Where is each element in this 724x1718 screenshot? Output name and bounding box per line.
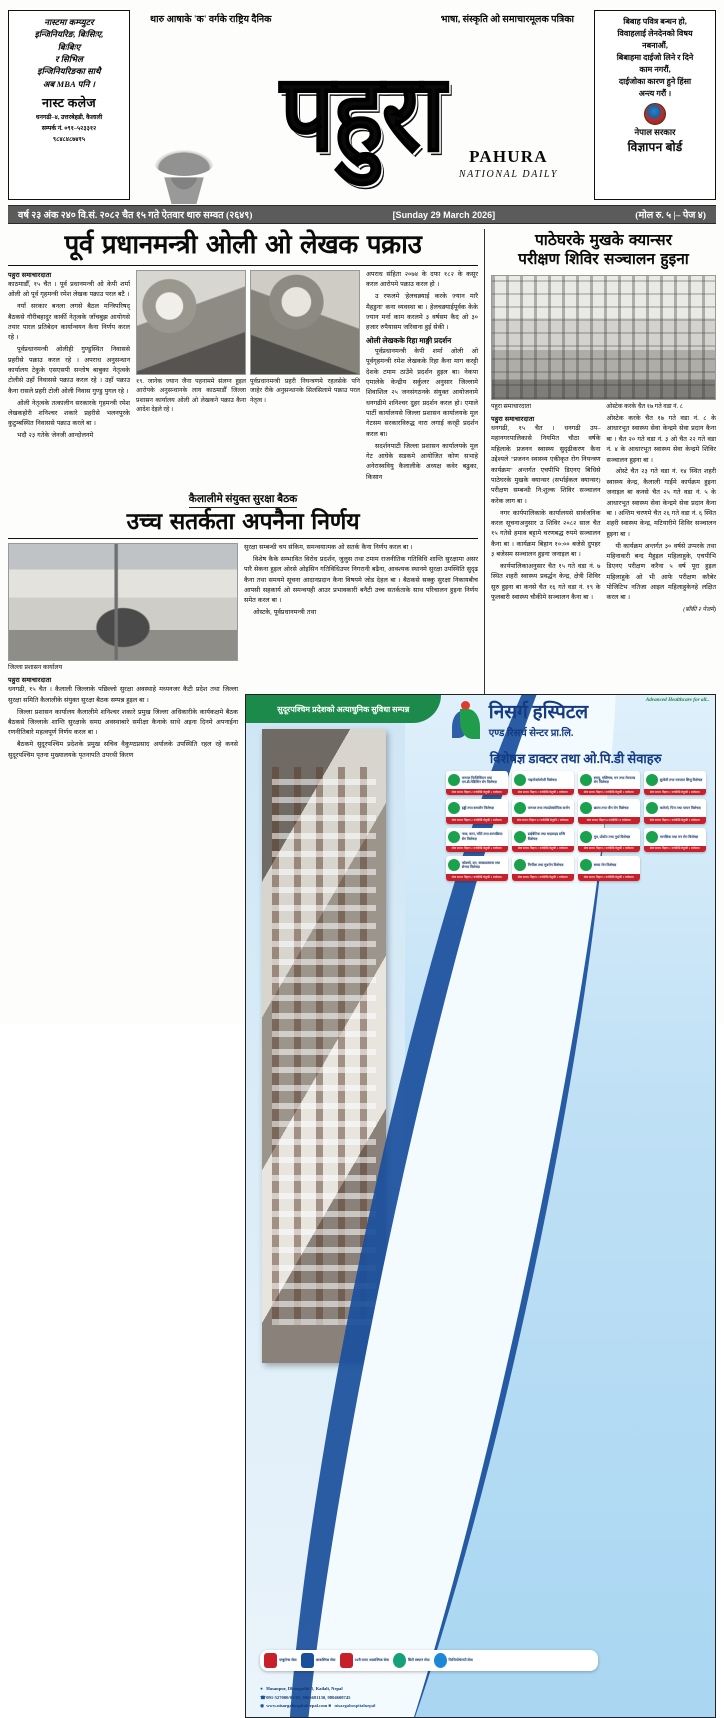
service-hours: सेवा समय: बिहान ८ बजेदेखि बेलुकी ८ बजेसम्म: [644, 789, 706, 795]
lead-c3-after-0: पूर्वप्रधानमन्त्री केपी शर्मा ओली ओ पूर्वगृहमन्त्री रमेश लेखकके रिहा कैना माग करट्टी देशके टमाम ठाउँमे प्रदर्शन हुइल बा। नेकपा एमालेके केन्द्रीय सर्कुलर अनुसार जिल्लामे शिवाशिल २५ जनसंगठनके संयुक्त आयोजनामे धनगढीमे शनिश्चर दुहर प्रदर्शन करल हो। एमाले पार्टी कार्यालयसे जिल्ला प्रशासन कार्यालयके मूल गेटसम सरकारविरुद्ध नारा लगाई करट्टी प्रदर्शन करल बा।: [366, 347, 478, 438]
baby-icon: [646, 774, 658, 786]
right-ad-line-4: काम नगरौं,: [639, 65, 671, 74]
location-pin-icon: ●: [260, 1685, 263, 1691]
lead-c3-after-1: सदर्शनपाटी जिल्ला प्रशासन कार्यालयके मूल गेट आघेके सडकमे आयोजित कोण सभाहे अनेरास्ववियु कैलालीके अध्यक्ष कवेर बढुका, किसान: [366, 442, 478, 481]
right-endnote: (बाँकी २ पेजमे): [683, 607, 716, 614]
right-photo-captions: [491, 400, 716, 411]
facebook-icon: ■: [328, 1703, 332, 1709]
right-ad-line-2: नबनाऔं,: [642, 41, 668, 50]
photo-block-lekhak: [250, 270, 360, 414]
service-title: जनरल फिजिसियन तथा एम.डी.मेडिसिन रोग विशेषज्ञ: [461, 775, 497, 784]
service-card[interactable]: [446, 771, 508, 795]
service-hours: सेवा समय: बिहान ८ बजेदेखि बेलुकी ८ बजेसम्म: [578, 874, 640, 880]
service-card[interactable]: [578, 771, 640, 795]
left-ad-line-1: इन्जिनियरिङ, बिःसिःए,: [34, 29, 104, 40]
right-story-columns: [491, 414, 716, 613]
ad-web-row: [260, 1702, 598, 1711]
second-para-1: जिल्ला प्रशासन कार्यालय कैलालीमे शनिश्चर शकारे प्रमुख जिल्ला अधिकारीके कार्यकक्षमे बैठक बैठकसे जिल्लाके शान्ति सुरक्षाके समग्र अवस्थाबारे समीक्षा कैनाके साथे अइना दिनमे अपनाईना रणनीतिबारे महत्वपूर्ण निर्णय करल बा ।: [8, 708, 238, 737]
newspaper-logo: पहुरा: [280, 49, 444, 176]
service-card-top: [512, 771, 574, 789]
service-title: मानसिक तथा मन रोग विशेषज्ञ: [659, 834, 699, 839]
gynecology-icon: [514, 774, 526, 786]
right-ad-line-5: दाईजोका कारण हुने हिंसा: [618, 77, 692, 86]
second-para-5: ओस्टके, पूर्वप्रधानमन्त्री तथा: [253, 609, 317, 617]
ad-address: Hasanpur, Dhangadhi-5, Kailali, Nepal: [266, 1685, 343, 1691]
second-kicker-wrap: [8, 489, 478, 508]
badge-ctscan[interactable]: [393, 1653, 430, 1668]
ad-badge-row: [260, 1650, 598, 1671]
right-ad-line-1: विवाहलाई लेनदेनको विषय: [617, 29, 693, 38]
badge-label: आकस्मिक सेवा: [315, 1658, 336, 1663]
second-para-4: विशेष कैके सम्भावित विरोध प्रदर्शन, जुलुस तथा टमाम राजनीतिक गतिविधि शान्ति सुरक्षामा असर पारै सेकना हुइल ओरसे ओइसिन गतिविधिउपर निगरानी बढैना, आवश्यक स्थानमे सुरक्षा उपस्थिति सुदृढ कैना तथा समयमे सूचना आदानप्रदान कैना विषयमे जोड देहल बा । बैठकसे सक्कु सुरक्षा निकायबीच आपसी सहकार्य ओ समन्वयही आउर प्रभावकारी बनैटी उच्च सतर्कताके साथ परिचालन हुइना निर्णय समेत करल बा ।: [244, 555, 478, 605]
right-para-2: कार्यपालिकाअनुसार चैत १५ गते वडा नं. ७ स्थित शहरी स्वास्थ्य प्रवर्द्धन केन्द्र, क्षेत्री शिविर सुरु हुइना बा कनसे चैत १६ गते वडा नं. १९ के फूलबारी स्वास्थ्य चौकीमे सञ्चालन कैना बा ।: [491, 562, 601, 602]
masthead-right-ad[interactable]: [594, 10, 716, 200]
surgery-icon: [514, 802, 526, 814]
lead-subhead: ओली लेखकके रिहा माङ्गी प्रदर्शन: [366, 335, 452, 345]
badge-emergency[interactable]: [301, 1653, 336, 1668]
ambulance-icon: [264, 1653, 277, 1668]
lead-para-0: काठमाडौँ, १५ चैत । पूर्व प्रधानमन्त्री ओ केपी शर्मा ओली ओ पूर्व गृहमन्त्री रमेश लेखक पक्राउ परल बटै ।: [8, 281, 130, 299]
lead-para-2: पूर्वप्रधानमन्त्री ओलीही गुण्डुस्थित निवाससे प्रहरीसे पक्राउ करल रहे । अपराध अनुसन्धान कार्यालय टेकुके एसएसपी सन्तोष बाबुका नेतृत्वके टोलीसे उहाँ निवाससे पक्राउ करल रहे । उहाँ पक्राउ कैना रासले प्रहरी टोली ओली निवास गुण्डु पुगल रहे ।: [8, 346, 130, 395]
badge-label: फिजियोथेरापी सेवा: [448, 1658, 473, 1663]
ad-website[interactable]: www.nisargahospitalnepal.com: [266, 1703, 328, 1709]
urology-icon: [514, 859, 526, 871]
lead-byline: पहुरा समाचारदाता: [8, 272, 52, 280]
second-para-0: धनगढी, १५ चैत । कैलाली जिल्लाके पछिल्लो सुरक्षा अवस्थाहे मध्यनजर कैटी प्रदेश तथा जिल्ला सुरक्षा समिति कैलालीके संयुक्त सुरक्षा बैठक सम्पन्न हुइल बा ।: [8, 686, 238, 704]
ct-scan-icon: [393, 1653, 406, 1668]
ad-logo-row: [449, 701, 703, 741]
second-para-3: सुरक्षा सम्बन्धी चप संकिम, समन्वयात्मक ओ सतर्क कैना निर्णय करल बा ।: [244, 544, 413, 552]
latin-nameplate: [459, 147, 558, 180]
right-headline-line-1: पाठेघरके मुखके क्यान्सर: [535, 230, 672, 249]
left-ad-mobile: ९८४८४८७४१५: [52, 136, 86, 144]
service-card-top: [578, 856, 640, 874]
date-english: [Sunday 29 March 2026]: [392, 209, 496, 220]
service-title: फोक्सो, दम, स्वासप्रस्वास तथा सेन्सर विशेषज्ञ: [461, 860, 501, 870]
phone-icon: ☎: [260, 1694, 266, 1700]
left-ad-line-0: नास्टमा कम्प्युटर: [44, 17, 94, 27]
mental-health-icon: [646, 831, 658, 843]
ad-hospital-name: निसर्ग हस्पिटल: [488, 702, 589, 723]
tagline-left: थारु आषाके 'क' वर्गके राष्ट्रिय दैनिक: [150, 15, 272, 25]
photo-district-office: [8, 543, 238, 661]
ad-address-row: [260, 1685, 598, 1694]
gov-line-2: विज्ञापन बोर्ड: [627, 140, 683, 154]
lung-icon: [448, 859, 460, 871]
service-card-top: [578, 799, 640, 817]
service-card[interactable]: [512, 828, 574, 852]
service-card-top: [512, 856, 574, 874]
lead-c3-para-1: उ रफलमे 'हेलचक्र्याई करके ज्यान मारै मैहडुना' कना व्यवस्था बा । हेलचक्र्याईपूर्वक केके ज्यान मर्ना काम करलमे ३ वर्षसम कैद ओ ३० हजार रुपैयासम जरिवाना हुई सेकी ।: [366, 293, 478, 332]
right-col-1: [491, 414, 601, 613]
nepal-emblem-icon: [644, 103, 666, 125]
lead-story-columns: [8, 270, 478, 485]
service-card[interactable]: [446, 856, 508, 880]
service-title: नाक, कान, घाँटी तथा शल्यक्रिया रोग विशेषज्ञ: [461, 832, 503, 841]
badge-physio[interactable]: [434, 1653, 473, 1668]
gov-line-1: नेपाल सरकार: [634, 127, 676, 137]
service-card[interactable]: [512, 856, 574, 880]
service-title: हड्डी तथा बाथरोग विशेषज्ञ: [461, 806, 494, 811]
service-hours: सेवा समय: बिहान ८ बजेदेखि बेलुकी ८ बजेसम्म: [644, 846, 706, 852]
right-headline-line-2: परीक्षण शिविर सञ्चालन हुइना: [518, 249, 689, 269]
service-hours: सेवा समय: बिहान ८ बजेदेखि बेलुकी ८ बजेसम्म: [446, 846, 508, 852]
service-hours: सेवा समय: बिहान ८ बजेदेखि बेलुकी ८ बजेसम्म: [446, 874, 508, 880]
service-card[interactable]: [644, 771, 706, 795]
service-title: गाइनोकोलोजी विशेषज्ञ: [527, 777, 557, 782]
service-card-top: [446, 799, 508, 817]
thyroid-icon: [514, 831, 526, 843]
second-kicker: कैलालीमे संयुक्त सुरक्षा बैठक: [189, 492, 298, 508]
skin-icon: [580, 802, 592, 814]
lead-para-1: नयाँ सरकार बनला लगसे बैठल मन्त्रिपरिषद् बैठकसे गौरीबहादुर कार्की नेतृत्वके जाँचबुझ आयोगसे तयार पारल प्रतिबेदन कार्यान्वयन कैना निर्णय करल रहे ।: [8, 303, 130, 342]
right-para-3: ओस्टेक करके चैत १७ गते वडा नं. ८ के आधारभूत स्वास्थ्य सेवा केन्द्रमे सेवा प्रदान कैना बा । चैत २० गते वडा नं. ३ ओ चैत २२ गते वडा नं. ४ के आधारभूत स्वास्थ्य सेवा केन्द्रमे शिविर सञ्चालन हुइना बा ।: [606, 415, 716, 464]
service-hours: सेवा समय: बिहान ८ बजेदेखि बेलुकी ८ बजेसम्म: [644, 817, 706, 823]
service-card[interactable]: [446, 799, 508, 823]
service-hours: सेवा समय: बिहान ८ बजेदेखि बेलुकी ८ बजेसम्म: [446, 817, 508, 823]
service-card[interactable]: [578, 799, 640, 823]
logo-wrap: [136, 25, 588, 200]
ad-english-tagline: Advanced Healthcare for all..: [645, 697, 709, 703]
right-ad-line-6: अन्त्य गरौं ।: [638, 89, 672, 98]
left-ad-brand: नास्ट कलेज: [42, 95, 96, 110]
right-para-4: ओस्टे चैत २३ गते वडा नं. १४ स्थित शहरी स्वास्थ्य केन्द्र, कैलाली गार्ईमे कार्यक्रम हुइना जनाइल बा कनसे चैत २५ गते वडा नं. ५ के आधारभूत स्वास्थ्य सेवा केन्द्रमे सेवा प्रदान कैना बा । अन्तिम चरणमे चैत २६ गते वडा नं. ६ स्थित शहरी स्वास्थ्य केन्द्र, मटियारीमे शिविर सञ्चालन हुइना बा ।: [606, 468, 716, 538]
ad-banner-text: सुदूरपश्चिम प्रदेशको अत्याधुनिक सुविधा सम्पन्न: [246, 695, 441, 723]
service-title: जनरल तथा ल्याप्रोस्कोपिक सर्जन: [527, 806, 570, 811]
badge-ambulance[interactable]: [264, 1653, 297, 1668]
photo-oli: [136, 270, 246, 375]
service-hours: सेवा समय: बिहान ८ बजेदेखि बेलुकी ८ बजेसम्म: [578, 789, 640, 795]
service-card-top: [644, 799, 706, 817]
service-card[interactable]: [578, 828, 640, 852]
service-hours: सेवा समय: बिहान ८ बजेदेखि बेलुकी ८ बजेसम्म: [446, 789, 508, 795]
photo-hospital-building: [491, 275, 716, 400]
basket-decoration-icon: [154, 150, 214, 176]
service-title: कलेजो, पित्त तथा पाचन विशेषज्ञ: [659, 806, 701, 811]
badge-24hr[interactable]: [340, 1653, 389, 1668]
lead-para-3: ओली नेतृत्वके तत्कालीन सरकारके गृहमन्त्री रमेश लेखकहोरी शनिश्चर शकारे प्रहरीसे भलनपुरके कुटुम्बस्थित निवाससे पक्राउ करले बा ।: [8, 399, 130, 428]
service-title: डाईबेटिक तथा थाइराइड ग्रन्थि विशेषज्ञ: [527, 832, 566, 841]
service-title: मिर्गौला तथा मुत्ररोग विशेषज्ञ: [527, 863, 564, 868]
latin-subtitle: NATIONAL DAILY: [458, 169, 558, 180]
service-card[interactable]: [446, 828, 508, 852]
right-para-1: नगर कार्यपालिकाके कार्यालयसे सार्वजनिक करल सूचनाअनुसार उ शिविर २०८२ साल चैत १५ गतेसे हमाव बट्टामे चरणबद्ध रुपमे सञ्चालन कैना बा । कार्यक्रम बिहान १०:०० बजेसे दुपहर ३ बजेसम सञ्चालन हुइना जनाइल बा ।: [491, 509, 601, 559]
ent-icon: [448, 831, 460, 843]
ad-hospital-subname: एण्ड रिसर्च सेन्टर प्रा.लि.: [488, 728, 574, 739]
service-card-top: [446, 828, 508, 846]
right-ad-line-3: बिबाहमा दाईजो लिने र दिने: [616, 53, 694, 62]
badge-label: सिटी स्क्यान सेवा: [407, 1658, 430, 1663]
lead-para-4: भदौ २३ गतेके जेनजी आन्दोलनमे: [17, 432, 94, 440]
latin-title: PAHURA: [469, 147, 548, 166]
ad-right-panel: [405, 695, 715, 1717]
left-ad-line-4: इन्जिनियरिङका साथै: [37, 66, 101, 77]
tagline-right: भाषा, संस्कृति ओ समाचारमूलक पत्रिका: [440, 15, 574, 25]
service-hours: सेवा समय: बिहान ८ बजेदेखि बेलुकी ८ बजेसम्म: [512, 789, 574, 795]
ad-contact-block: [260, 1685, 598, 1711]
service-card-top: [512, 828, 574, 846]
left-ad-contact: सम्पर्क नं. ०९१–५२३३१२: [41, 125, 97, 133]
right-col-2: [607, 414, 717, 613]
photo-lekhak: [250, 270, 360, 375]
badge-label: एम्बुलेन्स सेवा: [279, 1658, 297, 1663]
ad-phone[interactable]: 091-527000/01/02, 9865681130, 9804600745: [266, 1694, 351, 1700]
nameplate: [136, 10, 588, 200]
ad-service-grid: [446, 771, 706, 1711]
second-col-1: [8, 543, 238, 1009]
badge-label: २४सै घण्टा आकस्मिक सेवा: [354, 1658, 389, 1663]
masthead-left-ad[interactable]: [8, 10, 130, 200]
service-card-top: [644, 771, 706, 789]
service-card-top: [512, 799, 574, 817]
service-hours: सेवा समय: बिहान १२ बजेदेखि बेलुकी ८ बजेसम्म: [512, 817, 574, 823]
right-ad-line-0: बिबाह पवित्र बन्धन हो,: [623, 17, 687, 26]
ad-facebook[interactable]: nisargahospitalnepal: [334, 1703, 376, 1709]
left-ad-line-2: बिःबिःए: [57, 41, 81, 52]
service-title: बच्चा रोग विशेषज्ञ: [593, 863, 617, 868]
service-card-top: [578, 828, 640, 846]
ad-phone-row: [260, 1694, 598, 1703]
pediatrics-icon: [580, 859, 592, 871]
tagline-row: [136, 10, 588, 25]
service-hours: सेवा समय: बिहान ८ बजेदेखि बेलुकी ८ बजेसम्म: [578, 846, 640, 852]
service-card-top: [644, 828, 706, 846]
service-card-top: [446, 771, 508, 789]
right-caption-right: ओस्टेक करके चैत १७ गते वडा नं. ८: [606, 402, 683, 410]
date-bar: [8, 205, 716, 224]
hospital-advertisement[interactable]: [245, 694, 716, 1718]
lead-headline[interactable]: पूर्व प्रधानमन्त्री ओली ओ लेखक पक्राउ: [8, 229, 478, 266]
caption-oli: १९. जानेक ज्यान जैना पहनाममे संलग्न हुइल आरोपके अनुसन्धानके लाय काठमाडौँ जिल्ला प्रशासन कार्यालय ओली ओ लेखकने पक्राउ कैना आदेश देइले रहे ।: [136, 378, 246, 413]
right-para-0: धनगढी, १५ चैत । धनगढी उप–महानगरपालिकासे नियमित चौठा वर्षके महिलाके प्रजनन स्वास्थ्य सुदृढीकरण कैना उद्देश्यले "प्रजनन स्वास्थ्य एकीकृत रोग नियन्त्रण कार्यक्रम" अन्तर्गत एचपीभि डिएनए बिधिसे पाठेघरके मुखके क्यान्सर (सर्भाईकल क्यान्सर) परीक्षण सम्बन्धी नि:शुल्क शिविर सञ्चालन करेक लाग बा ।: [491, 425, 601, 505]
masthead: [8, 10, 716, 200]
left-ad-line-5: अब MBA पनि ।: [42, 78, 96, 89]
left-ad-address: धनगढी–४, उत्तरबेहडी, कैलाली: [35, 113, 103, 121]
service-title: सुत्केरी तथा नवजात शिशु विशेषज्ञ: [659, 777, 703, 782]
left-ad-line-3: र सिभिल: [55, 53, 83, 64]
lead-col-2: [136, 270, 360, 485]
service-card[interactable]: [512, 771, 574, 795]
liver-icon: [646, 802, 658, 814]
caption-lekhak: पूर्वप्रधानमन्त्री प्रहरी नियन्त्रणमे रहलसेके पनि जाहेर रीके अनुसन्धानके सिलसिलामे पक्राउ परल नेतृत्व ।: [250, 378, 360, 404]
service-card[interactable]: [512, 799, 574, 823]
caption-district-office: जिल्ला प्रशासन कार्यालय: [8, 664, 63, 672]
service-hours: सेवा समय: बिहान ८ बजेदेखि बेलुकी ८ बजेसम्म: [512, 874, 574, 880]
right-byline: पहुरा समाचारदाता: [491, 416, 535, 424]
price-pages: (मोल रु. ५ |– पेज ४): [635, 210, 706, 221]
second-byline: पहुरा समाचारदाता: [8, 677, 52, 685]
ad-name-block: [489, 703, 588, 739]
ad-inner: [246, 695, 715, 1717]
service-card[interactable]: [578, 856, 640, 880]
service-hours: सेवा समय: बिहान ७ बजेदेखि १२ बजेसम्म: [578, 817, 640, 823]
physiotherapy-icon: [434, 1653, 447, 1668]
service-card-top: [578, 771, 640, 789]
second-para-2: बैठकमे सुदूरपश्चिम प्रदेशके प्रमुख सचिव वैकुण्ठप्रसाद अर्यालके उपस्थिति रहल रहे कनसे सुदूरपश्चिम पृतना मुख्यालयके पृतनापति उपरथी किरण: [8, 741, 238, 759]
ad-section-title: विशेषज्ञ डाक्टर तथा ओ.पि.डी सेवाहरु: [489, 751, 662, 766]
globe-icon: ◉: [260, 1703, 265, 1709]
right-headline[interactable]: [491, 229, 716, 273]
service-title: मुत्र, प्रोस्टेट तथा गुर्दा विशेषज्ञ: [593, 834, 631, 839]
service-title: छाला तथा यौन रोग विशेषज्ञ: [593, 806, 629, 811]
photo-block-oli: [136, 270, 246, 414]
service-card[interactable]: [644, 828, 706, 852]
service-card[interactable]: [644, 799, 706, 823]
date-nepali: वर्ष २३ अंक २४० वि.सं. २०८२ चैत १५ गते ऐतवार थारु सम्वत (२६४९): [18, 210, 253, 221]
bone-icon: [448, 802, 460, 814]
lead-photo-row: [136, 270, 360, 414]
stethoscope-icon: [448, 774, 460, 786]
kidney-icon: [580, 831, 592, 843]
service-title: स्नायु, मस्तिष्क, मन तथा मेरुदण्ड रोग विशेषज्ञ: [593, 775, 636, 784]
lead-col-1: [8, 270, 130, 485]
right-para-5: यी कार्यक्रम अन्तर्गत ३० वर्षसे उप्परके तथा महिनावारी बन्द मैहुइल महिलाहुके, एचपीभि डिएनए परीक्षण करैना ५ वर्ष पूरा हुइल महिलाहुके ओ भी आफे परीक्षण करैबेर पोजिटिभ नतिजा आइल महिलाहुकेनहे लक्षित करल बा ।: [606, 542, 716, 602]
leaf-logo-icon: [449, 701, 483, 741]
right-caption-left: पहुरा समाचारदाता: [491, 402, 532, 410]
brain-icon: [580, 774, 592, 786]
service-hours: सेवा समय: बिहान ८ बजेदेखि बेलुकी ८ बजेसम्म: [512, 846, 574, 852]
second-headline[interactable]: उच्च सतर्कता अपनैना निर्णय: [8, 508, 478, 539]
clock-24-icon: [340, 1653, 353, 1668]
lead-c3-para-0: अपराध संहिता २०७४ के दफा १८२ के कसूर करल आरोपमे पक्राउ करल हो ।: [366, 271, 478, 289]
emergency-icon: [301, 1653, 314, 1668]
service-card-top: [446, 856, 508, 874]
lead-col-3: [366, 270, 478, 485]
